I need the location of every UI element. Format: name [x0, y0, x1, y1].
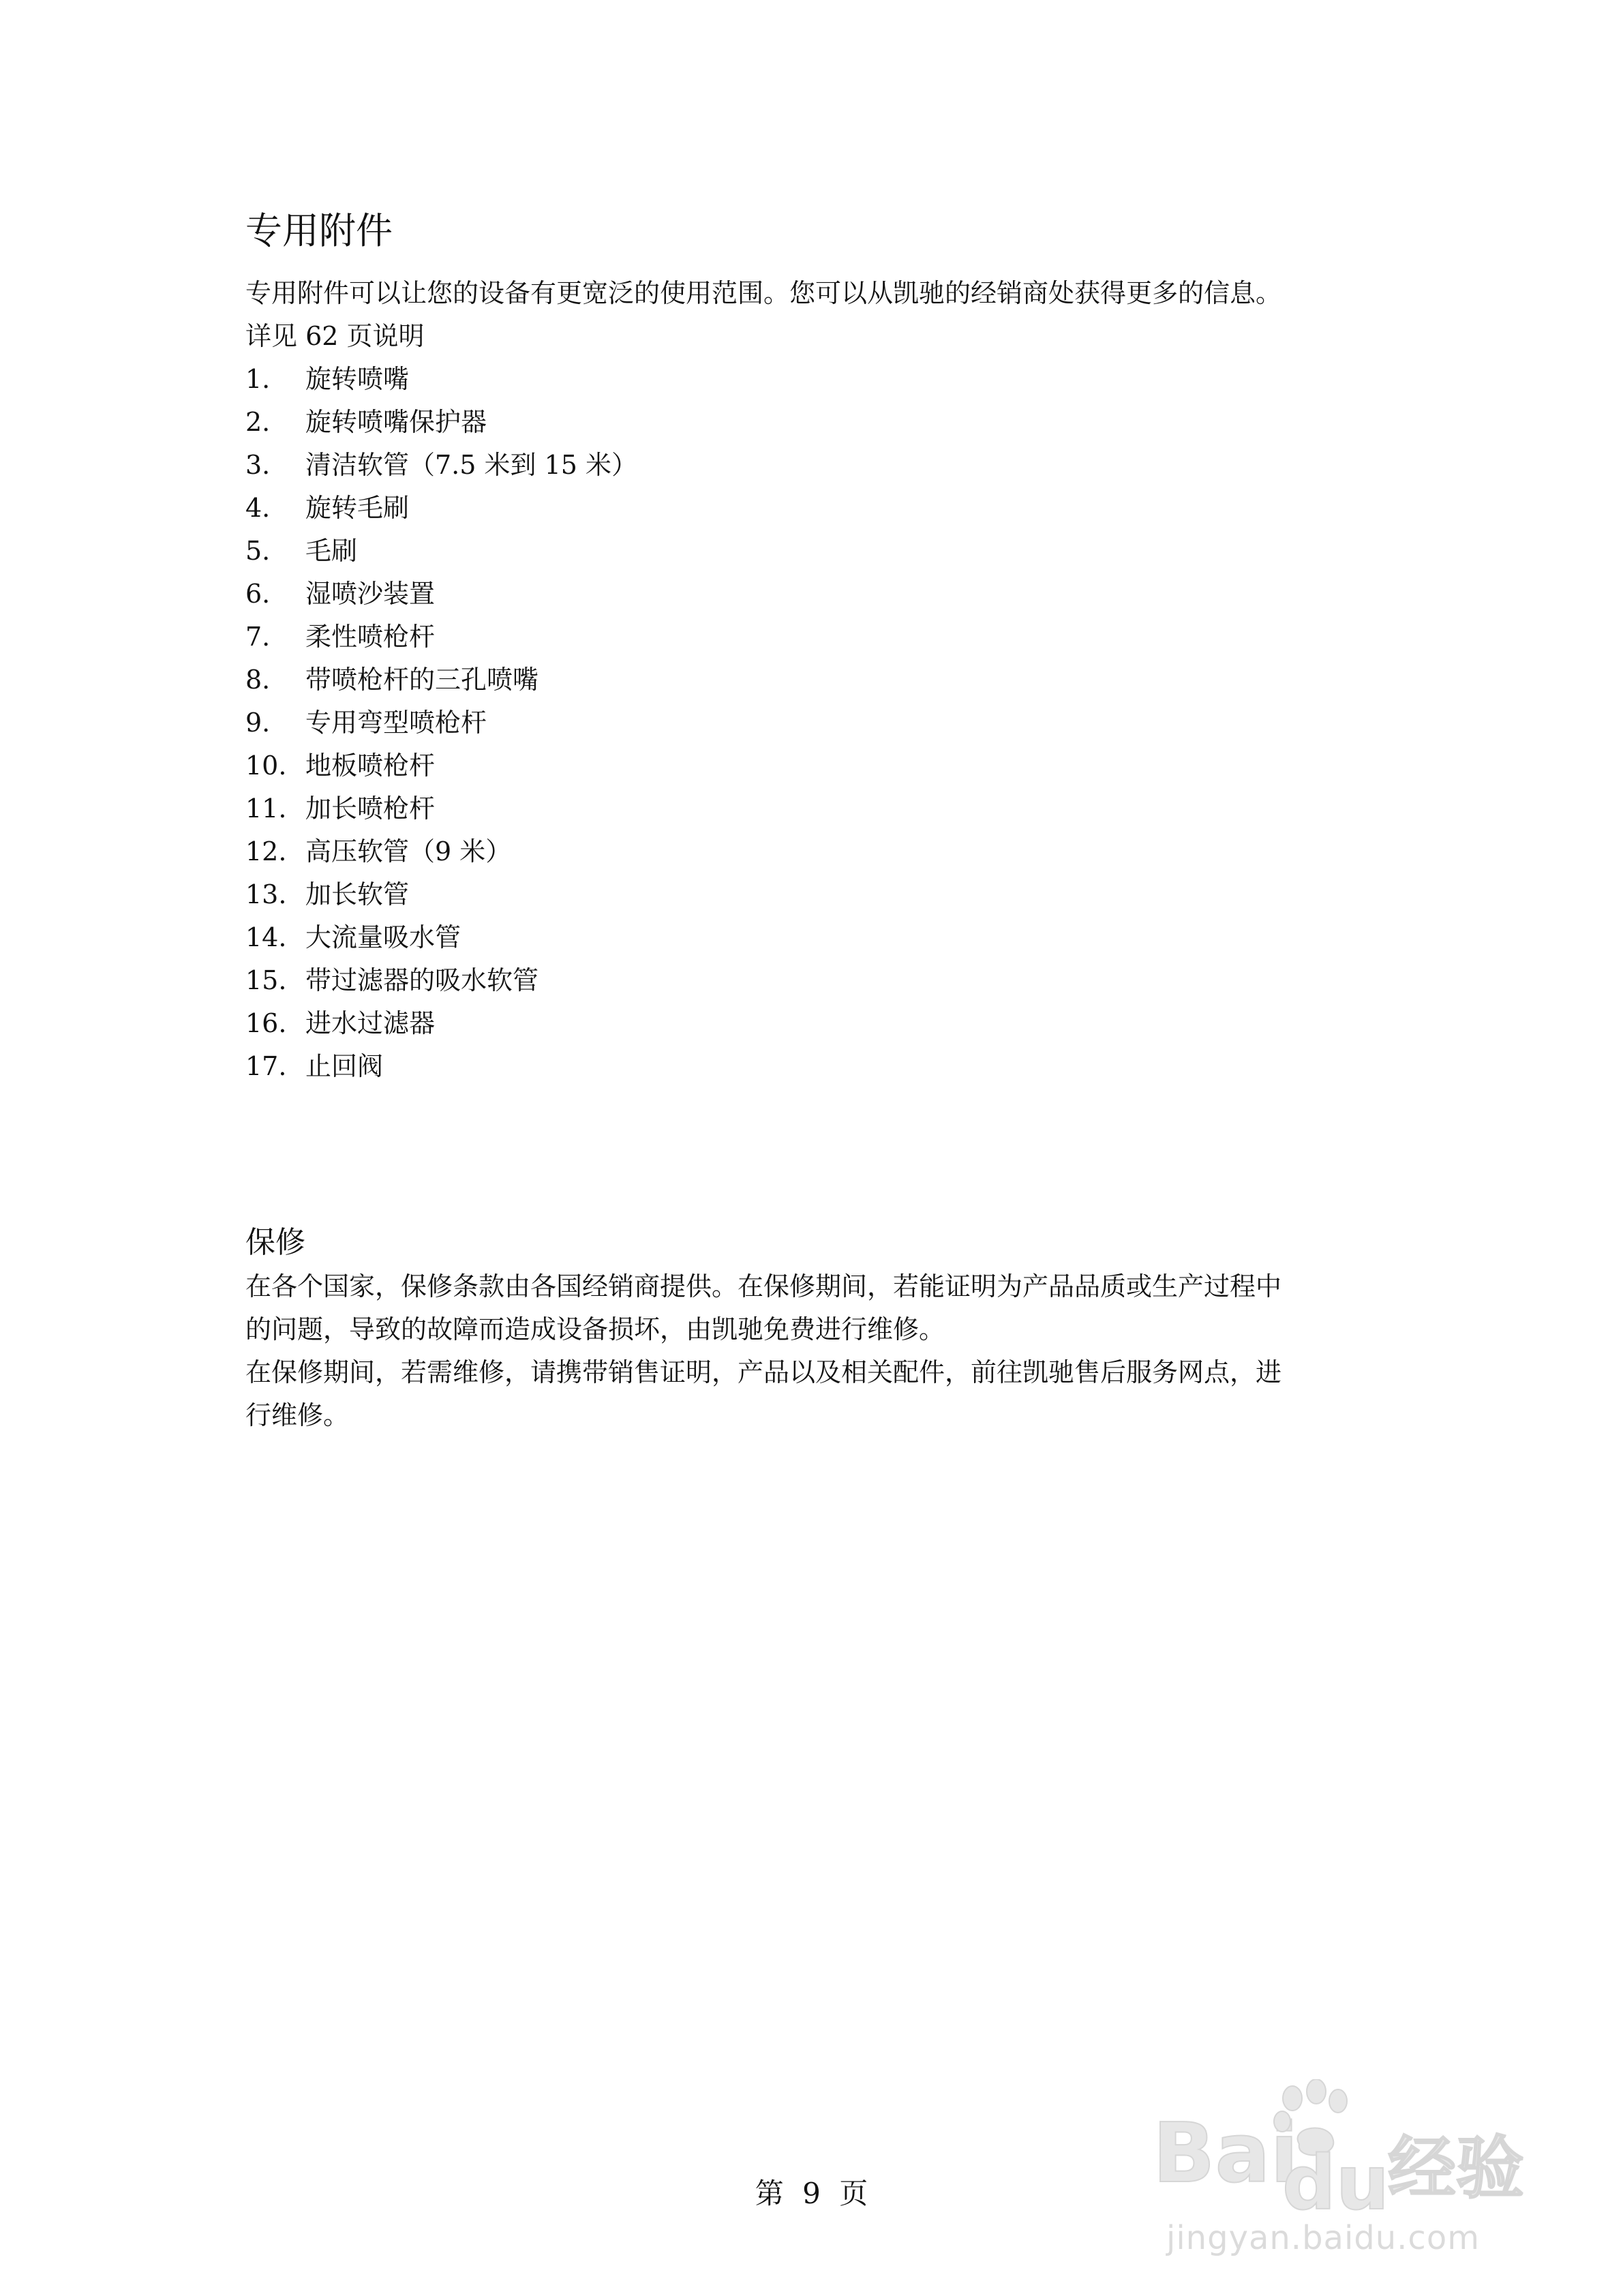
list-item-text: 带喷枪杆的三孔喷嘴: [305, 664, 539, 695]
accessories-see-also: 详见 62 页说明: [245, 320, 425, 351]
list-item-number: 7.: [245, 621, 271, 652]
list-item-number: 4.: [245, 492, 271, 523]
list-item-number: 6.: [245, 578, 271, 609]
list-item-text: 大流量吸水管: [305, 922, 461, 952]
accessories-title: 专用附件: [245, 209, 393, 252]
list-item-text: 加长喷枪杆: [305, 793, 436, 824]
baidu-jingyan-watermark: [1153, 2079, 1534, 2270]
watermark-url: jingyan.baidu.com: [1166, 2219, 1480, 2257]
list-item-number: 17.: [245, 1051, 287, 1081]
svg-text:du: du: [1282, 2139, 1390, 2216]
list-item-text: 旋转喷嘴保护器: [305, 406, 487, 437]
warranty-title: 保修: [245, 1225, 305, 1260]
list-item-number: 8.: [245, 664, 271, 695]
list-item: [245, 358, 1404, 401]
warranty-paragraph-2-line-1: 在保修期间，若需维修，请携带销售证明，产品以及相关配件，前往凯驰售后服务网点，进: [245, 1357, 1282, 1387]
list-item-number: 13.: [245, 879, 287, 909]
page-number: 第 9 页: [755, 2177, 868, 2210]
list-item-text: 止回阀: [305, 1051, 384, 1081]
list-item-number: 11.: [245, 793, 287, 824]
list-item: [245, 616, 1404, 659]
list-item-number: 12.: [245, 836, 287, 866]
list-item-text: 地板喷枪杆: [305, 750, 436, 781]
list-item-text: 清洁软管（7.5 米到 15 米）: [305, 449, 638, 480]
list-item: [245, 487, 1404, 530]
list-item: [245, 830, 1404, 873]
list-item-number: 3.: [245, 449, 271, 480]
list-item: [245, 530, 1404, 573]
accessories-section: [245, 208, 1404, 1088]
svg-text:Bai: Bai: [1153, 2106, 1299, 2201]
list-item-text: 带过滤器的吸水软管: [305, 965, 539, 995]
list-item: [245, 701, 1404, 744]
list-item: [245, 744, 1404, 787]
list-item-text: 旋转喷嘴: [305, 363, 410, 394]
list-item-number: 1.: [245, 363, 271, 394]
list-item-number: 15.: [245, 965, 287, 995]
list-item-text: 柔性喷枪杆: [305, 621, 436, 652]
warranty-paragraph-1-line-2: 的问题，导致的故障而造成设备损坏，由凯驰免费进行维修。: [245, 1314, 945, 1344]
list-item-number: 14.: [245, 922, 287, 952]
list-item: [245, 573, 1404, 616]
list-item: [245, 1045, 1404, 1088]
list-item-number: 5.: [245, 535, 271, 566]
list-item-text: 旋转毛刷: [305, 492, 410, 523]
list-item-number: 10.: [245, 750, 287, 781]
list-item-number: 16.: [245, 1008, 287, 1038]
list-item: [245, 959, 1404, 1002]
list-item: [245, 916, 1404, 959]
accessories-list: [245, 358, 1404, 1088]
warranty-paragraph-1-line-1: 在各个国家，保修条款由各国经销商提供。在保修期间，若能证明为产品品质或生产过程中: [245, 1271, 1282, 1301]
accessories-intro: 专用附件可以让您的设备有更宽泛的使用范围。您可以从凯驰的经销商处获得更多的信息。: [245, 277, 1282, 308]
warranty-paragraph-2-line-2: 行维修。: [245, 1400, 350, 1430]
list-item-text: 专用弯型喷枪杆: [305, 707, 487, 738]
list-item: [245, 401, 1404, 444]
warranty-section: [245, 1224, 1404, 1437]
list-item-number: 9.: [245, 707, 271, 738]
list-item-number: 2.: [245, 406, 271, 437]
list-item-text: 高压软管（9 米）: [305, 836, 512, 866]
list-item: [245, 1002, 1404, 1045]
list-item-text: 加长软管: [305, 879, 410, 909]
list-item: [245, 787, 1404, 830]
list-item: [245, 444, 1404, 487]
list-item-text: 湿喷沙装置: [305, 578, 436, 609]
list-item-text: 进水过滤器: [305, 1008, 436, 1038]
list-item-text: 毛刷: [305, 535, 358, 566]
svg-text:经验: 经验: [1388, 2128, 1524, 2208]
baidu-jingyan-logo: [1153, 2079, 1534, 2216]
list-item: [245, 659, 1404, 701]
list-item: [245, 873, 1404, 916]
